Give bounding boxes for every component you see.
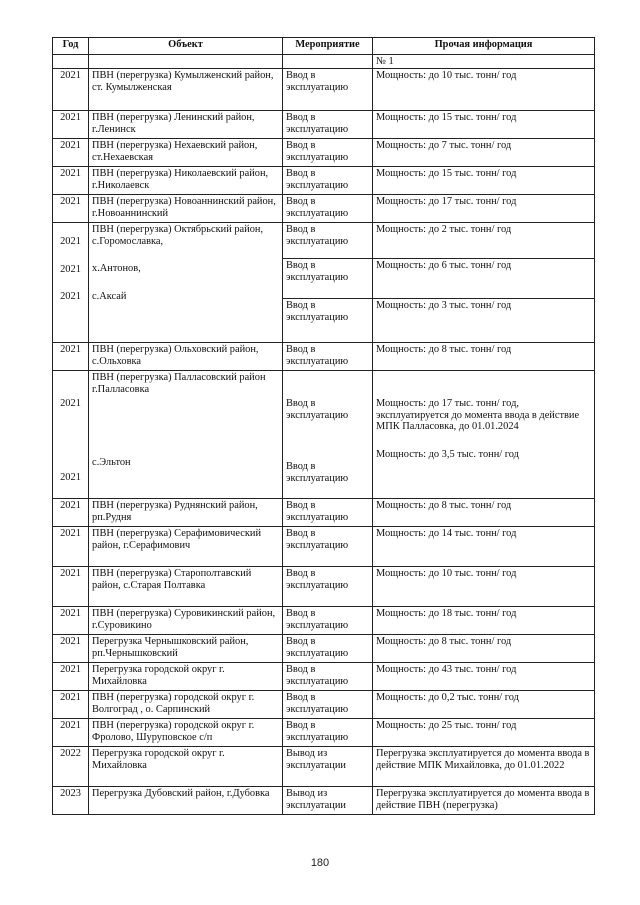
info-cell: Мощность: до 43 тыс. тонн/ год bbox=[373, 663, 595, 691]
table-header-row bbox=[53, 38, 595, 55]
info-cell: Мощность: до 8 тыс. тонн/ год bbox=[373, 635, 595, 663]
table-row-oktyabrsky bbox=[53, 223, 595, 259]
year-cell: 2021 bbox=[53, 635, 89, 663]
object-cell: ПВН (перегрузка) Руднянский район, рп.Рудня bbox=[89, 499, 283, 527]
table-row bbox=[53, 195, 595, 223]
table-row bbox=[53, 787, 595, 815]
event-cell: Ввод в эксплуатацию bbox=[283, 195, 373, 223]
year-cell: 2021 bbox=[53, 719, 89, 747]
object-cell: ПВН (перегрузка) Николаевский район, г.Николаевск bbox=[89, 167, 283, 195]
info-cell: Мощность: до 10 тыс. тонн/ год bbox=[373, 69, 595, 111]
object-cell: ПВН (перегрузка) Новоаннинский район, г.Новоаннинский bbox=[89, 195, 283, 223]
object-cell: ПВН (перегрузка) Октябрьский район, с.Горомославка, х.Антонов, с.Аксай bbox=[89, 223, 283, 343]
event-cell: Ввод в эксплуатацию bbox=[283, 499, 373, 527]
object-cell: ПВН (перегрузка) Ольховский район, с.Ольховка bbox=[89, 343, 283, 371]
year-cell: 2023 bbox=[53, 787, 89, 815]
info-cell: Мощность: до 6 тыс. тонн/ год bbox=[373, 259, 595, 299]
table-row bbox=[53, 343, 595, 371]
object-cell: Перегрузка городской округ г. Михайловка bbox=[89, 747, 283, 787]
year-cell: 2021 bbox=[53, 691, 89, 719]
year-cell: 2021 2021 bbox=[53, 371, 89, 499]
event-cell: Ввод в эксплуатацию bbox=[283, 607, 373, 635]
object-cell: ПВН (перегрузка) городской округ г. Фролово, Шуруповское с/п bbox=[89, 719, 283, 747]
table-row bbox=[53, 69, 595, 111]
table-row bbox=[53, 139, 595, 167]
year-cell: 2021 bbox=[53, 343, 89, 371]
info-cell: Мощность: до 8 тыс. тонн/ год bbox=[373, 499, 595, 527]
object-cell: Перегрузка городской округ г. Михайловка bbox=[89, 663, 283, 691]
page-number: 180 bbox=[310, 857, 330, 869]
table-row bbox=[53, 111, 595, 139]
header-info: Прочая информация bbox=[373, 38, 595, 55]
table-row bbox=[53, 635, 595, 663]
event-cell: Вывод из эксплуатации bbox=[283, 787, 373, 815]
facilities-table bbox=[52, 37, 595, 815]
year-cell: 2021 bbox=[53, 167, 89, 195]
table-row bbox=[53, 719, 595, 747]
info-cell: Мощность: до 17 тыс. тонн/ год, эксплуатируется до момента ввода в действие МПК Палласовка, до 01.01.2024 Мощность: до 3,5 тыс. тонн/ год bbox=[373, 371, 595, 499]
table-row bbox=[53, 607, 595, 635]
info-cell: Мощность: до 8 тыс. тонн/ год bbox=[373, 343, 595, 371]
header-year: Год bbox=[53, 38, 89, 55]
object-cell: Перегрузка Дубовский район, г.Дубовка bbox=[89, 787, 283, 815]
event-cell: Ввод в эксплуатацию bbox=[283, 343, 373, 371]
info-cell: Мощность: до 10 тыс. тонн/ год bbox=[373, 567, 595, 607]
table-row bbox=[53, 747, 595, 787]
info-cell: Мощность: до 25 тыс. тонн/ год bbox=[373, 719, 595, 747]
object-cell: ПВН (перегрузка) Нехаевский район, ст.Нехаевская bbox=[89, 139, 283, 167]
number-cell: № 1 bbox=[373, 55, 595, 69]
event-cell: Ввод в эксплуатацию bbox=[283, 69, 373, 111]
column-number-row bbox=[53, 55, 595, 69]
table-row bbox=[53, 691, 595, 719]
object-cell: ПВН (перегрузка) Кумылженский район, ст. Кумылженская bbox=[89, 69, 283, 111]
event-cell: Ввод в эксплуатацию bbox=[283, 111, 373, 139]
year-cell: 2021 bbox=[53, 139, 89, 167]
info-cell: Мощность: до 15 тыс. тонн/ год bbox=[373, 167, 595, 195]
event-cell: Ввод в эксплуатацию bbox=[283, 299, 373, 343]
object-cell: ПВН (перегрузка) Палласовский район г.Палласовка с.Эльтон bbox=[89, 371, 283, 499]
info-cell: Мощность: до 14 тыс. тонн/ год bbox=[373, 527, 595, 567]
year-cell: 2021 bbox=[53, 607, 89, 635]
header-event: Мероприятие bbox=[283, 38, 373, 55]
object-cell: ПВН (перегрузка) городской округ г. Волгоград , о. Сарпинский bbox=[89, 691, 283, 719]
year-cell: 2021 bbox=[53, 111, 89, 139]
year-cell: 2021 bbox=[53, 663, 89, 691]
info-cell: Перегрузка эксплуатируется до момента ввода в действие МПК Михайловка, до 01.01.2022 bbox=[373, 747, 595, 787]
event-cell: Вывод из эксплуатации bbox=[283, 747, 373, 787]
object-cell: ПВН (перегрузка) Суровикинский район, г.Суровикино bbox=[89, 607, 283, 635]
year-cell: 2021 bbox=[53, 69, 89, 111]
object-cell: ПВН (перегрузка) Старополтавский район, с.Старая Полтавка bbox=[89, 567, 283, 607]
info-cell: Мощность: до 7 тыс. тонн/ год bbox=[373, 139, 595, 167]
year-cell: 2022 bbox=[53, 747, 89, 787]
event-cell: Ввод в эксплуатацию bbox=[283, 719, 373, 747]
info-cell: Мощность: до 17 тыс. тонн/ год bbox=[373, 195, 595, 223]
event-cell: Ввод в эксплуатацию bbox=[283, 527, 373, 567]
table-row bbox=[53, 663, 595, 691]
event-cell: Ввод в эксплуатацию bbox=[283, 691, 373, 719]
year-cell: 2021 bbox=[53, 499, 89, 527]
year-cell: 2021 bbox=[53, 527, 89, 567]
table-row bbox=[53, 527, 595, 567]
event-cell: Ввод в эксплуатацию bbox=[283, 167, 373, 195]
event-cell: Ввод в эксплуатацию Ввод в эксплуатацию bbox=[283, 371, 373, 499]
table-row bbox=[53, 499, 595, 527]
table-row bbox=[53, 567, 595, 607]
header-object: Объект bbox=[89, 38, 283, 55]
year-cell: 2021 bbox=[53, 195, 89, 223]
event-cell: Ввод в эксплуатацию bbox=[283, 635, 373, 663]
info-cell: Мощность: до 18 тыс. тонн/ год bbox=[373, 607, 595, 635]
info-cell: Мощность: до 2 тыс. тонн/ год bbox=[373, 223, 595, 259]
event-cell: Ввод в эксплуатацию bbox=[283, 139, 373, 167]
object-cell: Перегрузка Чернышковский район, рп.Чернышковский bbox=[89, 635, 283, 663]
event-cell: Ввод в эксплуатацию bbox=[283, 663, 373, 691]
table-row-pallasovsky bbox=[53, 371, 595, 499]
object-cell: ПВН (перегрузка) Серафимовический район, г.Серафимович bbox=[89, 527, 283, 567]
event-cell: Ввод в эксплуатацию bbox=[283, 223, 373, 259]
info-cell: Мощность: до 15 тыс. тонн/ год bbox=[373, 111, 595, 139]
info-cell: Мощность: до 3 тыс. тонн/ год bbox=[373, 299, 595, 343]
table-row bbox=[53, 167, 595, 195]
year-cell: 2021 bbox=[53, 567, 89, 607]
info-cell: Мощность: до 0,2 тыс. тонн/ год bbox=[373, 691, 595, 719]
event-cell: Ввод в эксплуатацию bbox=[283, 259, 373, 299]
object-cell: ПВН (перегрузка) Ленинский район, г.Ленинск bbox=[89, 111, 283, 139]
info-cell: Перегрузка эксплуатируется до момента ввода в действие ПВН (перегрузка) bbox=[373, 787, 595, 815]
event-cell: Ввод в эксплуатацию bbox=[283, 567, 373, 607]
year-cell: 2021 2021 2021 bbox=[53, 223, 89, 343]
